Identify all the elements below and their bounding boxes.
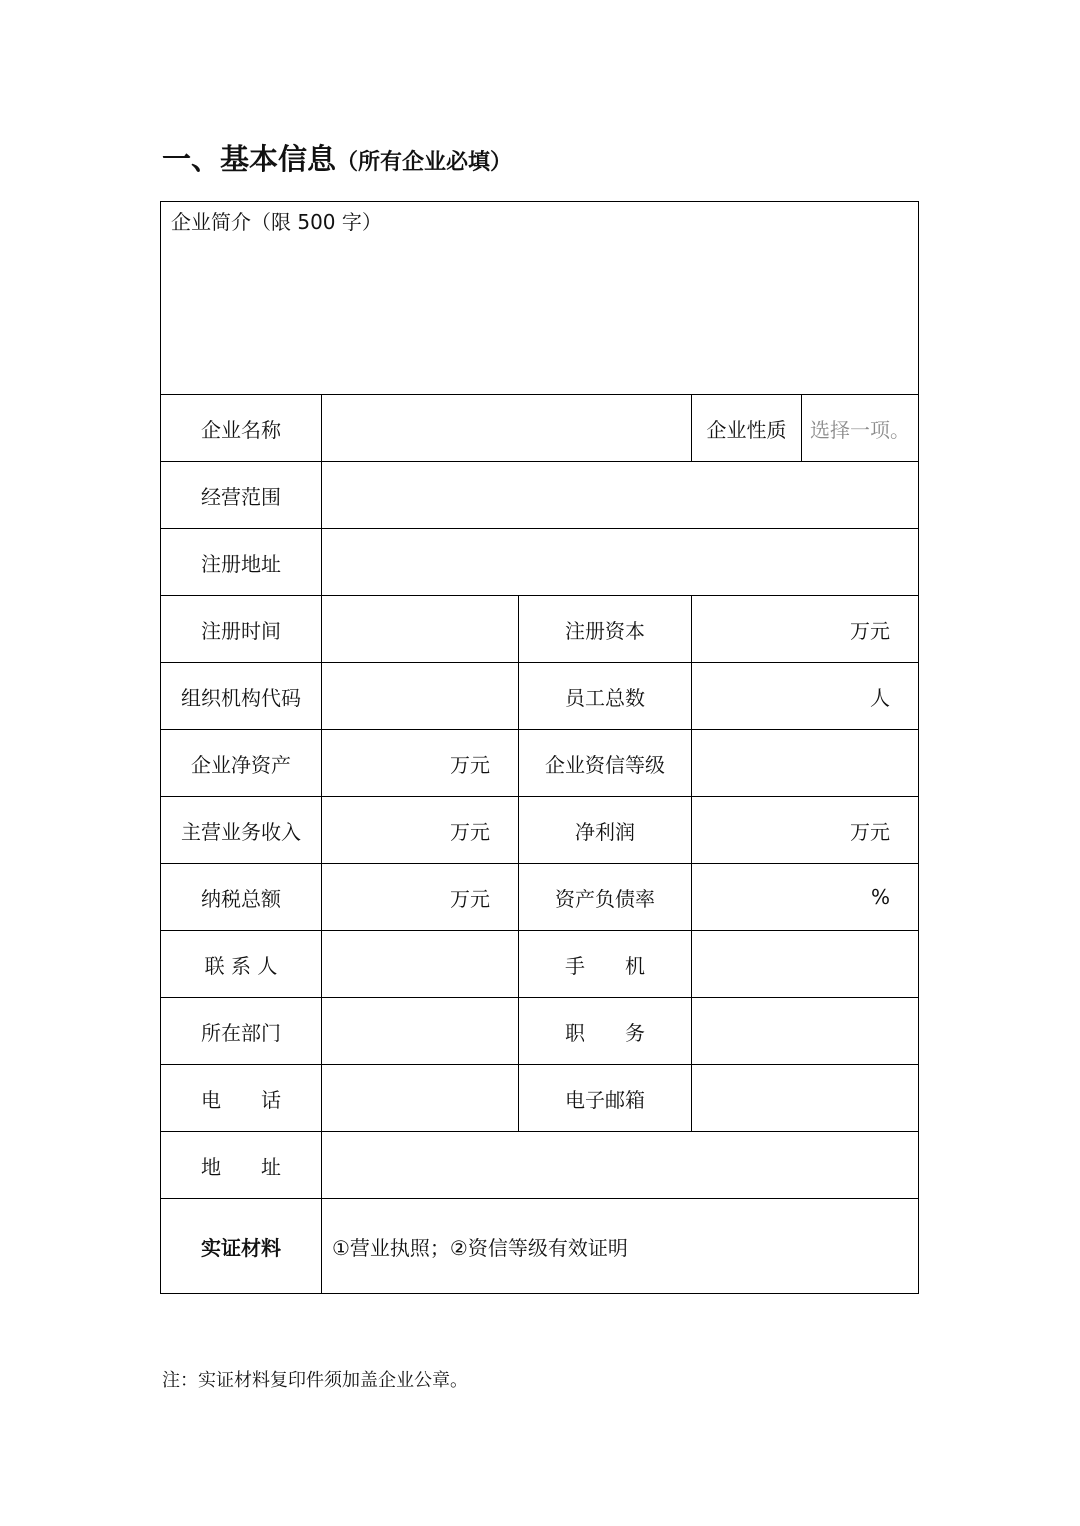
section-title-main: 一、基本信息	[162, 142, 337, 176]
company-name-field[interactable]	[322, 395, 691, 461]
email-field[interactable]	[692, 1065, 918, 1131]
company-intro-field[interactable]	[161, 234, 918, 394]
evidence-label: 实证材料	[201, 1235, 281, 1260]
phone-field[interactable]	[322, 1065, 518, 1131]
credit-rating-field[interactable]	[692, 730, 918, 796]
reg-address-label: 注册地址	[201, 551, 281, 576]
net-profit-label: 净利润	[575, 819, 635, 844]
reg-address-field[interactable]	[322, 529, 918, 595]
employee-count-label: 员工总数	[565, 685, 645, 710]
footnote: 注：实证材料复印件须加盖企业公章。	[162, 1370, 468, 1391]
net-assets-field[interactable]: 万元	[450, 752, 490, 777]
business-scope-field[interactable]	[322, 462, 918, 528]
section-title	[162, 136, 512, 182]
reg-capital-label: 注册资本	[565, 618, 645, 643]
reg-time-field[interactable]	[322, 596, 518, 662]
net-assets-label: 企业净资产	[191, 752, 291, 777]
tax-total-label: 纳税总额	[201, 886, 281, 911]
org-code-field[interactable]	[322, 663, 518, 729]
company-nature-label: 企业性质	[706, 417, 787, 442]
address-field[interactable]	[322, 1132, 918, 1198]
org-code-label: 组织机构代码	[181, 685, 301, 710]
business-scope-label: 经营范围	[201, 484, 281, 509]
mobile-label: 手 机	[565, 953, 645, 978]
department-field[interactable]	[322, 998, 518, 1064]
department-label: 所在部门	[201, 1020, 281, 1045]
email-label: 电子邮箱	[565, 1087, 645, 1112]
net-profit-field[interactable]: 万元	[850, 819, 890, 844]
main-revenue-field[interactable]: 万元	[450, 819, 490, 844]
debt-ratio-field[interactable]: %	[870, 885, 890, 909]
address-label: 地 址	[201, 1154, 281, 1179]
reg-capital-field[interactable]: 万元	[850, 618, 890, 643]
credit-rating-label: 企业资信等级	[545, 752, 665, 777]
section-title-sub: （所有企业必填）	[336, 150, 513, 175]
company-name-label: 企业名称	[201, 417, 281, 442]
debt-ratio-label: 资产负债率	[555, 886, 655, 911]
mobile-field[interactable]	[692, 931, 918, 997]
phone-label: 电 话	[201, 1087, 281, 1112]
basic-info-form	[160, 201, 919, 1294]
reg-time-label: 注册时间	[201, 618, 281, 643]
evidence-value: ①营业执照；②资信等级有效证明	[332, 1235, 628, 1260]
position-label: 职 务	[565, 1020, 645, 1045]
contact-label: 联 系 人	[204, 953, 278, 978]
company-intro-label: 企业简介（限 500 字）	[171, 210, 382, 234]
contact-field[interactable]	[322, 931, 518, 997]
tax-total-field[interactable]: 万元	[450, 886, 490, 911]
company-nature-select[interactable]: 选择一项。	[810, 417, 910, 442]
main-revenue-label: 主营业务收入	[181, 819, 301, 844]
employee-count-field[interactable]: 人	[870, 685, 890, 710]
position-field[interactable]	[692, 998, 918, 1064]
